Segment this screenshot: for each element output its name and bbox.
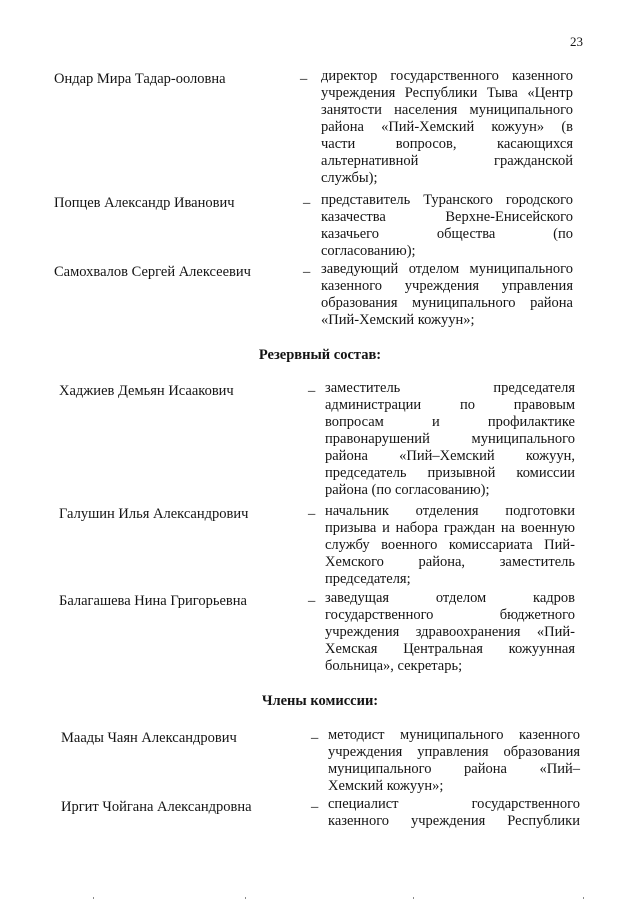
person-name: Самохвалов Сергей Алексеевич [54, 264, 251, 280]
role-line: района (по согласованию); [325, 482, 490, 498]
role-line: больница», секретарь; [325, 658, 463, 674]
role-line: призыва и набора граждан на военную [325, 520, 575, 536]
role-line: службы); [321, 170, 378, 186]
role-line: начальник отделения подготовки [325, 503, 575, 519]
person-name: Галушин Илья Александрович [59, 506, 249, 522]
dash: – [308, 506, 316, 522]
dash: – [311, 730, 319, 746]
role-line: Хемская Центральная кожуунная [325, 641, 575, 657]
role-line: казенного учреждения управления [321, 278, 573, 294]
role-description [325, 503, 575, 588]
dash: – [303, 195, 311, 211]
role-description [321, 68, 573, 187]
role-line: правонарушений муниципального [325, 431, 575, 447]
role-line: учреждения Республики Тыва «Центр [321, 85, 573, 101]
role-line: части вопросов, касающихся [321, 136, 573, 152]
person-name: Маады Чаян Александрович [61, 730, 237, 746]
role-description [328, 796, 580, 830]
role-description [325, 380, 575, 499]
scan-speck [413, 897, 414, 899]
role-line: казачества Верхне-Енисейского [321, 209, 573, 225]
scan-specks [0, 897, 640, 901]
role-description [321, 192, 573, 260]
person-name: Балагашева Нина Григорьевна [59, 593, 247, 609]
role-line: согласованию); [321, 243, 416, 259]
role-line: вопросам и профилактике [325, 414, 575, 430]
role-description [325, 590, 575, 675]
dash: – [308, 593, 316, 609]
person-name: Иргит Чойгана Александровна [61, 799, 252, 815]
role-line: альтернативной гражданской [321, 153, 573, 169]
role-line: «Пий-Хемский кожуун»; [321, 312, 475, 328]
role-line: службу военного комиссариата Пий- [325, 537, 575, 553]
dash: – [308, 383, 316, 399]
role-description [328, 727, 580, 795]
role-line: Хемский кожуун»; [328, 778, 444, 794]
person-name: Хаджиев Демьян Исаакович [59, 383, 234, 399]
role-line: председатель призывной комиссии [325, 465, 575, 481]
role-description [321, 261, 573, 329]
dash: – [300, 71, 308, 87]
role-line: заместитель председателя [325, 380, 575, 396]
scan-speck [245, 897, 246, 899]
scan-speck [93, 897, 94, 899]
role-line: методист муниципального казенного [328, 727, 580, 743]
role-line: района «Пий–Хемский кожуун, [325, 448, 575, 464]
role-line: представитель Туранского городского [321, 192, 573, 208]
role-line: председателя; [325, 571, 411, 587]
role-line: учреждения здравоохранения «Пий- [325, 624, 575, 640]
dash: – [303, 264, 311, 280]
role-line: заведующий отделом муниципального [321, 261, 573, 277]
page-number: 23 [570, 34, 583, 49]
role-line: директор государственного казенного [321, 68, 573, 84]
scan-speck [583, 897, 584, 899]
role-line: муниципального района «Пий– [328, 761, 580, 777]
role-line: заведущая отделом кадров [325, 590, 575, 606]
role-line: района «Пий-Хемский кожуун» (в [321, 119, 573, 135]
role-line: казачьего общества (по [321, 226, 573, 242]
person-name: Ондар Мира Тадар-ооловна [54, 71, 226, 87]
role-line: казенного учреждения Республики [328, 813, 580, 829]
role-line: занятости населения муниципального [321, 102, 573, 118]
role-line: учреждения управления образования [328, 744, 580, 760]
person-name: Попцев Александр Иванович [54, 195, 235, 211]
section-title-members: Члены комиссии: [261, 693, 379, 709]
role-line: администрации по правовым [325, 397, 575, 413]
role-line: Хемского района, заместитель [325, 554, 575, 570]
role-line: образования муниципального района [321, 295, 573, 311]
section-title-reserve: Резервный состав: [258, 347, 382, 363]
dash: – [311, 799, 319, 815]
role-line: государственного бюджетного [325, 607, 575, 623]
role-line: специалист государственного [328, 796, 580, 812]
